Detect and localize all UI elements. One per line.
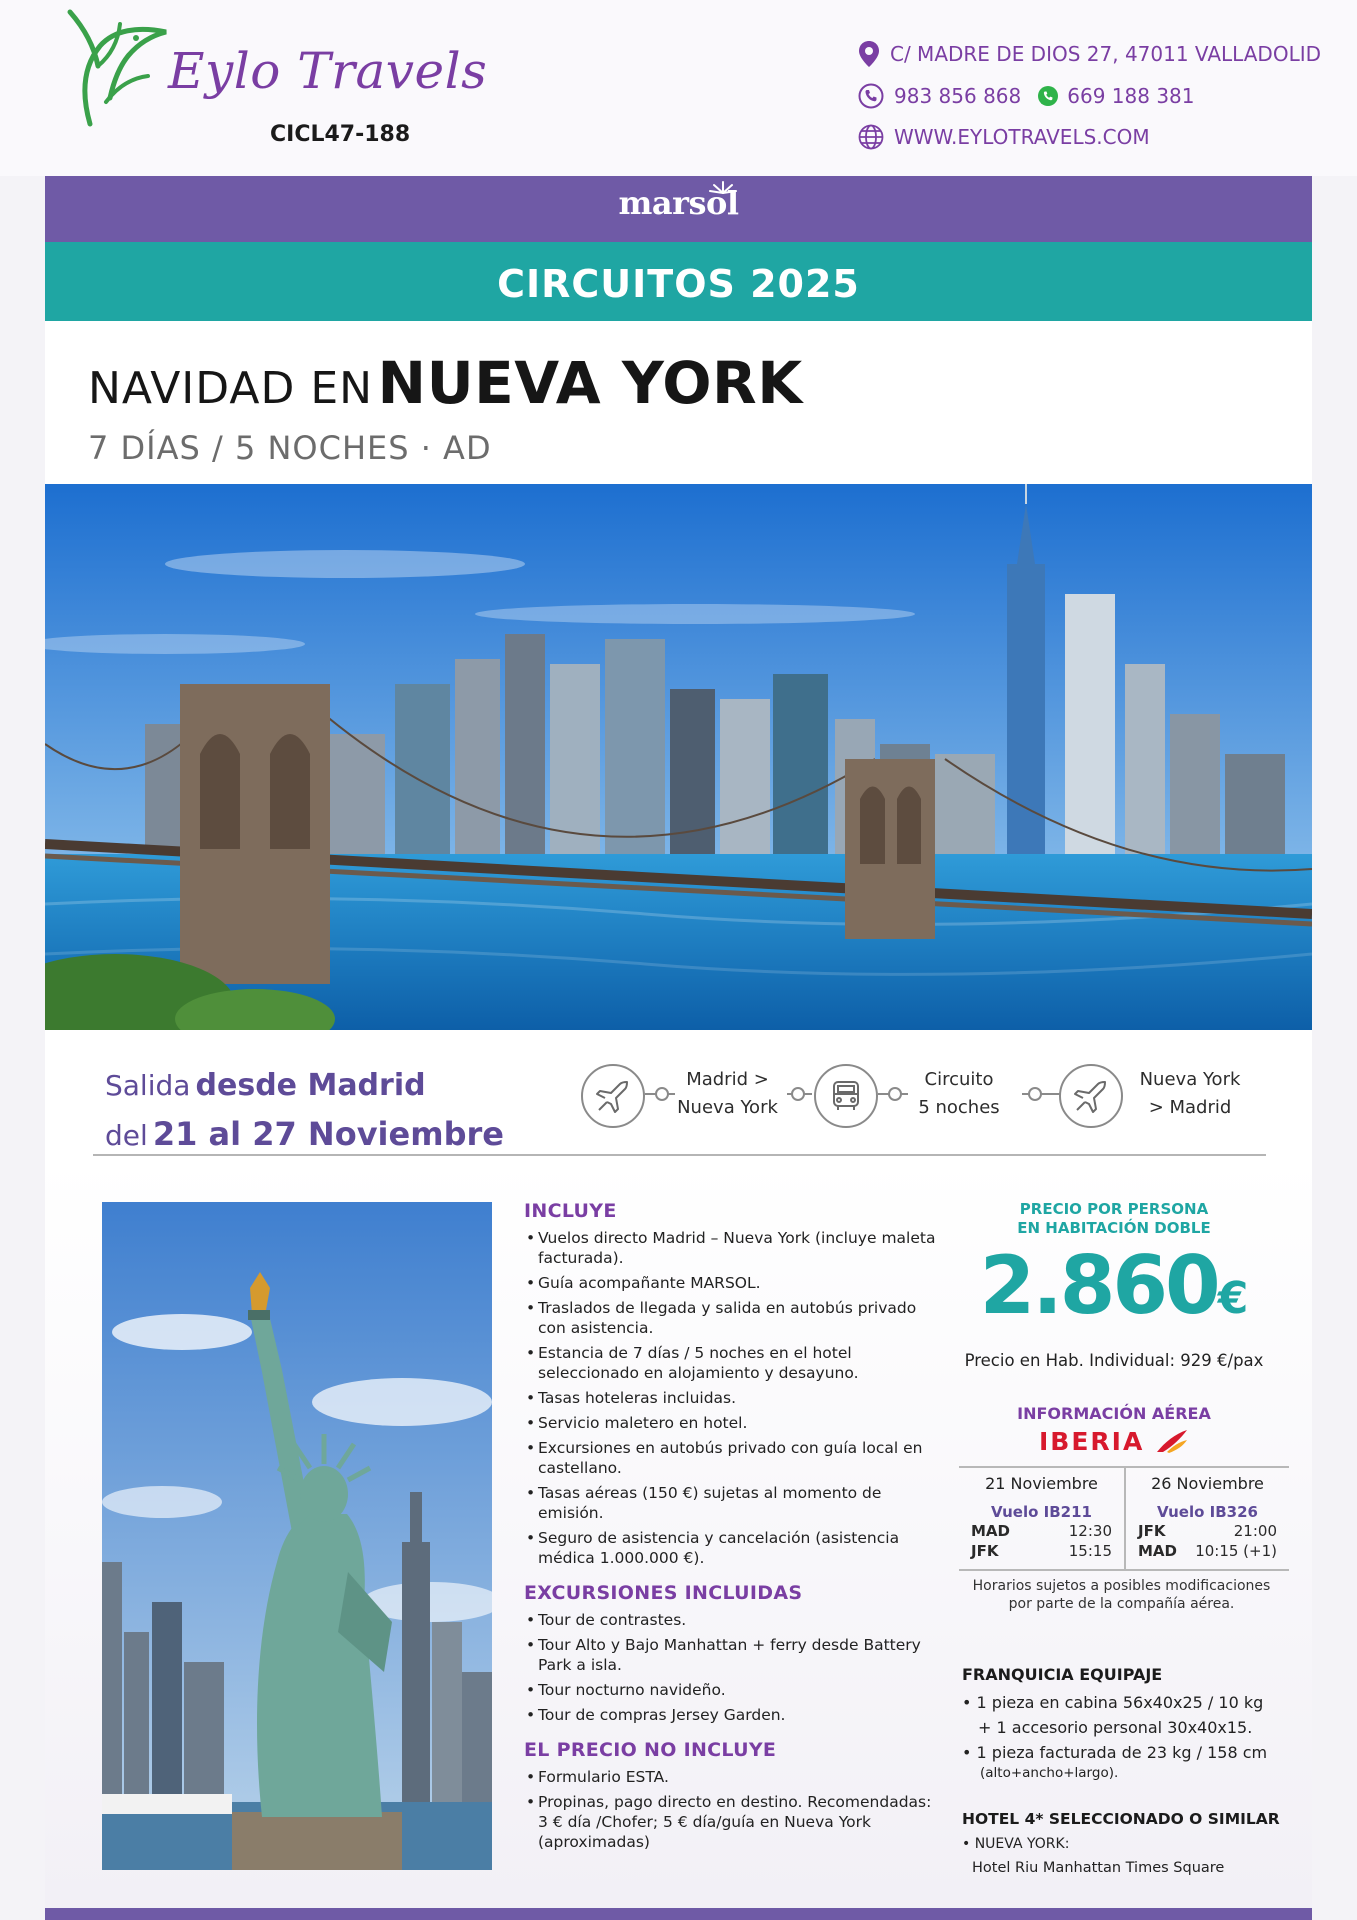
departure-city: desde Madrid xyxy=(195,1068,426,1103)
address-text: C/ MADRE DE DIOS 27, 47011 VALLADOLID xyxy=(890,42,1322,66)
hummingbird-logo-icon xyxy=(62,6,172,131)
list-item: • Excursiones en autobús privado con guía local en castellano. xyxy=(524,1438,944,1478)
list-item: • Tour de contrastes. xyxy=(524,1610,944,1630)
footer-band xyxy=(45,1908,1312,1920)
outbound-date: 21 Noviembre xyxy=(985,1474,1098,1493)
single-room-price: Precio en Hab. Individual: 929 €/pax xyxy=(964,1351,1264,1370)
excursions-list xyxy=(524,1610,944,1725)
agency-header xyxy=(0,0,1357,176)
agency-license: CICL47-188 xyxy=(270,122,411,147)
route-step-outbound-label: Madrid > Nueva York xyxy=(677,1069,778,1118)
route-step-return-label: Nueva York > Madrid xyxy=(1139,1069,1241,1118)
inbound-flight xyxy=(1124,1468,1289,1569)
website-link[interactable]: WWW.EYLOTRAVELS.COM xyxy=(894,125,1150,149)
travel-dates: 21 al 27 Noviembre xyxy=(152,1115,504,1153)
title-prefix: NAVIDAD EN xyxy=(88,363,374,414)
globe-icon xyxy=(858,124,884,150)
baggage-info: • 1 pieza en cabina 56x40x25 / 10 kg + 1 accesorio personal 30x40x15. • 1 pieza facturada de 23 kg / 158 cm (alto+ancho+largo). xyxy=(962,1693,1268,1781)
list-item: • Formulario ESTA. xyxy=(524,1767,944,1787)
phone-icon xyxy=(858,83,884,109)
flight-table-rule xyxy=(959,1569,1289,1571)
excludes-list xyxy=(524,1767,944,1852)
circuits-banner xyxy=(45,242,1312,321)
hotel-info: • NUEVA YORK: Hotel Riu Manhattan Times Square xyxy=(962,1836,1225,1876)
whatsapp-icon xyxy=(1037,85,1059,107)
list-item: • Guía acompañante MARSOL. xyxy=(524,1273,944,1293)
inbound-flight-number: Vuelo IB326 xyxy=(1157,1503,1258,1521)
inbound-arrival: MAD 10:15 (+1) xyxy=(1138,1542,1277,1560)
package-details xyxy=(524,1200,944,1857)
excludes-title: EL PRECIO NO INCLUYE xyxy=(524,1739,777,1761)
page-title xyxy=(88,349,803,417)
list-item: • Estancia de 7 días / 5 noches en el hotel seleccionado en alojamiento y desayuno. xyxy=(524,1343,944,1383)
airplane-icon xyxy=(581,1064,645,1128)
location-pin-icon xyxy=(858,40,880,68)
operator-logo: marsol xyxy=(618,184,739,222)
route-strip xyxy=(45,1030,1312,1160)
airplane-icon xyxy=(1059,1064,1123,1128)
includes-title: INCLUYE xyxy=(524,1200,617,1222)
agency-name: Eylo Travels xyxy=(168,42,488,100)
circuits-label: CIRCUITOS 2025 xyxy=(497,262,860,306)
route-step-circuit xyxy=(814,1064,878,1128)
list-item: • Tour nocturno navideño. xyxy=(524,1680,944,1700)
trip-duration: 7 DÍAS / 5 NOCHES · AD xyxy=(88,429,492,467)
outbound-arrival: JFK 15:15 xyxy=(971,1542,1112,1560)
list-item: • Tasas aéreas (150 €) sujetas al momento de emisión. xyxy=(524,1483,944,1523)
statue-of-liberty-image xyxy=(102,1202,492,1870)
phone-number[interactable]: 983 856 868 xyxy=(894,84,1022,108)
list-item: • Servicio maletero en hotel. xyxy=(524,1413,944,1433)
iberia-wing-icon xyxy=(1155,1428,1189,1454)
list-item: • Tour Alto y Bajo Manhattan + ferry desde Battery Park a isla. xyxy=(524,1635,944,1675)
operator-band xyxy=(45,176,1312,242)
route-divider xyxy=(93,1154,1266,1156)
dates-prefix: del xyxy=(105,1119,148,1152)
air-info-title: INFORMACIÓN AÉREA xyxy=(1017,1404,1211,1423)
departure-info xyxy=(105,1064,504,1162)
route-step-return xyxy=(1059,1064,1123,1128)
list-item: • Propinas, pago directo en destino. Recomendadas: 3 € día /Chofer; 5 € día/guía en Nueva York (aproximadas) xyxy=(524,1792,944,1852)
route-step-outbound xyxy=(581,1064,645,1128)
contact-phones xyxy=(858,83,1195,109)
price-label: PRECIO POR PERSONA EN HABITACIÓN DOBLE xyxy=(1017,1200,1211,1237)
outbound-flight xyxy=(959,1468,1124,1569)
hero-image-brooklyn-bridge xyxy=(45,484,1312,1030)
trip-title-area xyxy=(45,321,1312,484)
details-section xyxy=(45,1160,1312,1908)
departure-label: Salida xyxy=(105,1069,191,1102)
price-amount: 2.860€ xyxy=(979,1239,1249,1332)
list-item: • Tour de compras Jersey Garden. xyxy=(524,1705,944,1725)
outbound-flight-number: Vuelo IB211 xyxy=(991,1503,1092,1521)
baggage-title: FRANQUICIA EQUIPAJE xyxy=(962,1665,1163,1684)
currency-symbol: € xyxy=(1217,1273,1249,1324)
title-destination: NUEVA YORK xyxy=(377,349,803,417)
schedule-note: Horarios sujetos a posibles modificaciones por parte de la compañía aérea. xyxy=(972,1578,1271,1612)
inbound-date: 26 Noviembre xyxy=(1151,1474,1264,1493)
airline-logo: IBERIA xyxy=(944,1427,1284,1456)
price-and-flights xyxy=(944,1200,1284,1880)
excursions-title: EXCURSIONES INCLUIDAS xyxy=(524,1582,803,1604)
list-item: • Seguro de asistencia y cancelación (asistencia médica 1.000.000 €). xyxy=(524,1528,944,1568)
inbound-departure: JFK 21:00 xyxy=(1138,1522,1277,1540)
list-item: • Tasas hoteleras incluidas. xyxy=(524,1388,944,1408)
outbound-departure: MAD 12:30 xyxy=(971,1522,1112,1540)
includes-list xyxy=(524,1228,944,1568)
route-step-circuit-label: Circuito 5 noches xyxy=(918,1069,1000,1118)
flight-table xyxy=(959,1466,1289,1569)
list-item: • Vuelos directo Madrid – Nueva York (incluye maleta facturada). xyxy=(524,1228,944,1268)
hotel-title: HOTEL 4* SELECCIONADO O SIMILAR xyxy=(962,1810,1280,1828)
list-item: • Traslados de llegada y salida en autobús privado con asistencia. xyxy=(524,1298,944,1338)
whatsapp-number[interactable]: 669 188 381 xyxy=(1067,84,1195,108)
contact-address xyxy=(858,40,1321,68)
contact-website xyxy=(858,124,1150,150)
bus-icon xyxy=(814,1064,878,1128)
